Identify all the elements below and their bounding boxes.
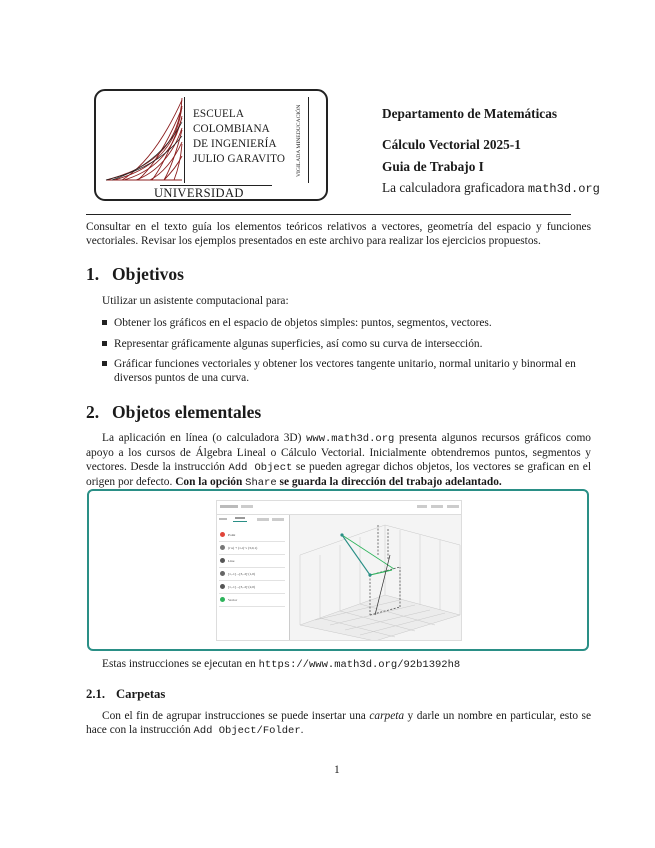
para-bold-1: Con la opción — [175, 476, 246, 488]
sub-text-1: Con el fin de agrupar instrucciones se puede insertar una — [102, 710, 370, 722]
objective-text: Obtener los gráficos en el espacio de objetos simples: puntos, segmentos, vectores. — [114, 317, 492, 329]
object-row[interactable] — [219, 568, 285, 581]
section-1-title: Objetivos — [112, 264, 184, 284]
subtitle-text: La calculadora graficadora — [382, 180, 525, 195]
para-text-2: presenta algunos recursos gráficos como apoyo a los cursos de Álgebra Lineal o Cálculo Vectorial. Inicialmente obtendremos puntos, segmentos y vectores. Desde la instrucción — [86, 432, 591, 473]
section-1-number: 1. — [86, 264, 100, 284]
screenshot-topbar — [217, 501, 461, 515]
course-title: Cálculo Vectorial 2025-1 — [382, 137, 521, 152]
object-color-dot[interactable] — [220, 558, 225, 563]
folder-code: Add Object/Folder — [193, 725, 301, 737]
logo-line-3: DE INGENIERÍA — [193, 138, 277, 150]
object-label: [1,-1]→[3,-2]·(1,0) — [228, 572, 256, 576]
object-color-dot[interactable] — [220, 545, 225, 550]
university-logo — [94, 89, 328, 201]
object-label: Line — [228, 559, 235, 563]
logo-divider-right — [308, 97, 309, 183]
screenshot-toolbar — [217, 501, 462, 514]
section-1-heading — [86, 264, 184, 285]
3d-scene[interactable] — [290, 515, 462, 641]
object-row[interactable] — [219, 581, 285, 594]
section-2-number: 2. — [86, 402, 100, 422]
object-row[interactable] — [219, 542, 285, 555]
object-color-dot[interactable] — [220, 532, 225, 537]
logo-divider — [184, 97, 185, 183]
math3d-screenshot — [216, 500, 462, 641]
section-2-heading — [86, 402, 261, 423]
logo-line-4: JULIO GARAVITO — [193, 153, 286, 165]
caption-url[interactable]: https://www.math3d.org/92b1392h8 — [258, 659, 461, 671]
caption-text: Estas instrucciones se ejecutan en — [102, 658, 259, 670]
header-rule — [86, 214, 571, 215]
subsection-heading — [86, 687, 165, 702]
logo-line-2: COLOMBIANA — [193, 123, 270, 135]
objective-text: Representar gráficamente algunas superficies, así como su curva de intersección. — [114, 338, 483, 350]
subsection-paragraph — [86, 709, 591, 738]
object-row[interactable] — [219, 594, 285, 607]
object-color-dot[interactable] — [220, 584, 225, 589]
subtitle — [382, 180, 600, 196]
objective-text: Gráficar funciones vectoriales y obtener los vectores tangente unitario, normal unitario y binormal en diversos puntos de una curva. — [114, 358, 576, 384]
logo-line-1: ESCUELA — [193, 108, 245, 120]
object-label: [1,-1]→[3,-2]·(2,0) — [228, 585, 256, 589]
section-2-paragraph — [86, 431, 591, 490]
bullet-square-icon — [102, 320, 107, 325]
intro-paragraph: Consultar en el texto guía los elementos teóricos relativos a vectores, geometría del espacio y funciones vectoriales. Revisar los ejemplos presentados en este archivo para realizar los ejercicios propuestos. — [86, 221, 591, 247]
logo-vertical-text: VIGILADA MINEDUCACIÓN — [296, 104, 302, 178]
para-bold-2: se guarda la dirección del trabajo adelantado. — [276, 476, 502, 488]
objects-panel — [217, 515, 290, 641]
logo-school-name — [193, 107, 285, 167]
sub-text-2: y darle un nombre en particular, esto se hace con la instrucción — [86, 710, 591, 736]
guide-title: Guia de Trabajo I — [382, 159, 484, 174]
subsection-number: 2.1. — [86, 687, 106, 701]
para-text-1: La aplicación en línea (o calculadora 3D) — [102, 432, 307, 444]
subsection-title: Carpetas — [116, 687, 166, 701]
add-object-code: Add Object — [228, 462, 293, 474]
panel-tabs — [217, 515, 289, 529]
para-text-3: se pueden agregar dichos objetos, los vectores se grafican en el origen por defecto. — [86, 461, 591, 488]
object-color-dot[interactable] — [220, 571, 225, 576]
sub-text-3: . — [300, 724, 304, 736]
subtitle-code: math3d.org — [527, 182, 600, 196]
page-number: 1 — [334, 764, 340, 776]
section-2-title: Objetos elementales — [112, 402, 262, 422]
screenshot-caption — [102, 657, 460, 672]
object-color-dot[interactable] — [220, 597, 225, 602]
sub-emphasis: carpeta — [369, 710, 405, 722]
object-label: Vector — [228, 598, 238, 602]
object-label: (t·u) + (1-t)·v (3,0,1) — [228, 546, 258, 550]
department-title: Departamento de Matemáticas — [382, 106, 558, 121]
object-label: Point — [228, 533, 236, 537]
object-row[interactable] — [219, 529, 285, 542]
logo-university: UNIVERSIDAD — [154, 186, 244, 200]
bullet-square-icon — [102, 341, 107, 346]
share-code: Share — [245, 477, 277, 489]
logo-mesh-graphic — [102, 96, 184, 184]
bullet-square-icon — [102, 361, 107, 366]
object-row[interactable] — [219, 555, 285, 568]
math3d-link[interactable]: www.math3d.org — [306, 433, 395, 445]
screenshot-frame — [87, 489, 589, 651]
objectives-lead: Utilizar un asistente computacional para: — [102, 295, 289, 307]
